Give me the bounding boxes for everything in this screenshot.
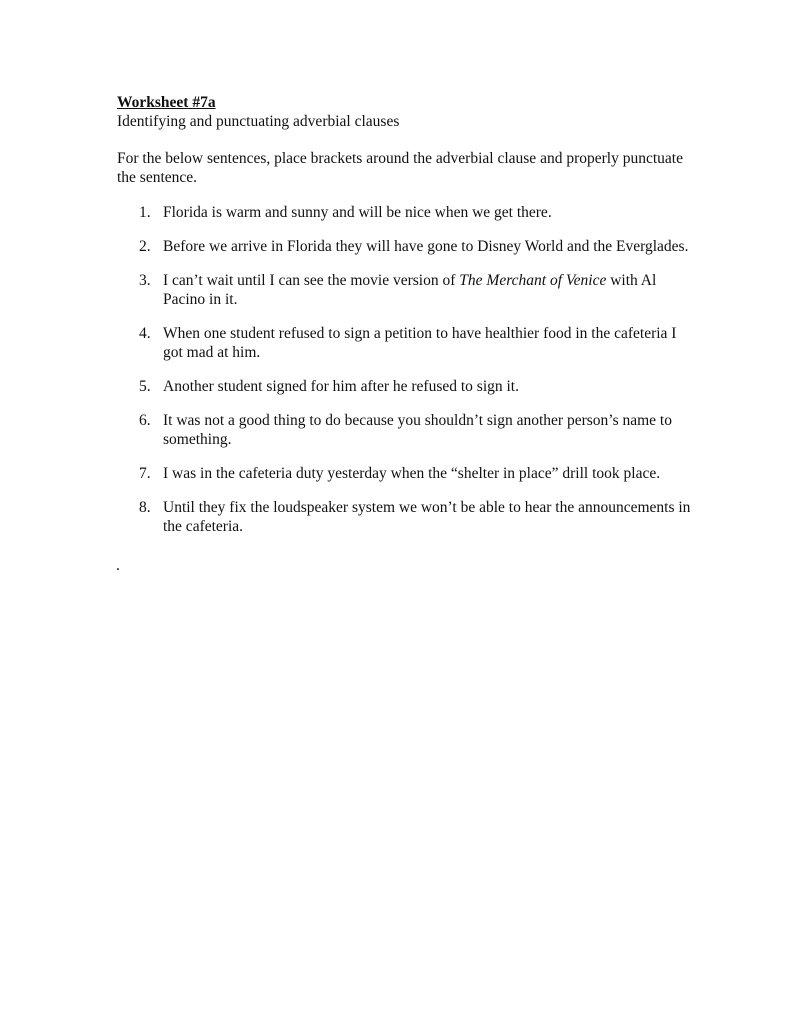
worksheet-title: Worksheet #7a <box>117 94 216 111</box>
question-number: 5. <box>139 378 151 395</box>
worksheet-page <box>117 93 697 551</box>
stray-period-mark: . <box>116 557 120 574</box>
question-number: 8. <box>139 499 151 516</box>
question-number: 3. <box>139 272 151 289</box>
question-number: 2. <box>139 238 151 255</box>
question-item-7 <box>117 464 697 483</box>
worksheet-instructions: For the below sentences, place brackets around the adverbial clause and properly punctuate the sentence. <box>117 150 683 186</box>
question-number: 7. <box>139 465 151 482</box>
question-text: I was in the cafeteria duty yesterday when the “shelter in place” drill took place. <box>163 465 661 482</box>
question-text: Another student signed for him after he refused to sign it. <box>163 378 519 395</box>
worksheet-subtitle: Identifying and punctuating adverbial clauses <box>117 113 400 130</box>
question-text: When one student refused to sign a petition to have healthier food in the cafeteria I got mad at him. <box>163 325 677 361</box>
movie-title: The Merchant of Venice <box>459 272 607 289</box>
question-item-5 <box>117 377 697 396</box>
question-item-2 <box>117 237 697 256</box>
question-text: Florida is warm and sunny and will be nice when we get there. <box>163 204 552 221</box>
question-list <box>117 203 697 536</box>
question-text-before: I can’t wait until I can see the movie version of <box>163 272 460 289</box>
question-number: 1. <box>139 204 151 221</box>
question-item-3 <box>117 271 697 309</box>
question-number: 6. <box>139 412 151 429</box>
question-number: 4. <box>139 325 151 342</box>
question-text: Until they fix the loudspeaker system we won’t be able to hear the announcements in the cafeteria. <box>163 499 691 535</box>
question-text-after: with Al Pacino in it. <box>163 272 657 308</box>
question-item-8 <box>117 498 697 536</box>
question-text: Before we arrive in Florida they will have gone to Disney World and the Everglades. <box>163 238 689 255</box>
question-item-6 <box>117 411 697 449</box>
question-text: It was not a good thing to do because you shouldn’t sign another person’s name to something. <box>163 412 672 448</box>
question-item-1 <box>117 203 697 222</box>
question-item-4 <box>117 324 697 362</box>
